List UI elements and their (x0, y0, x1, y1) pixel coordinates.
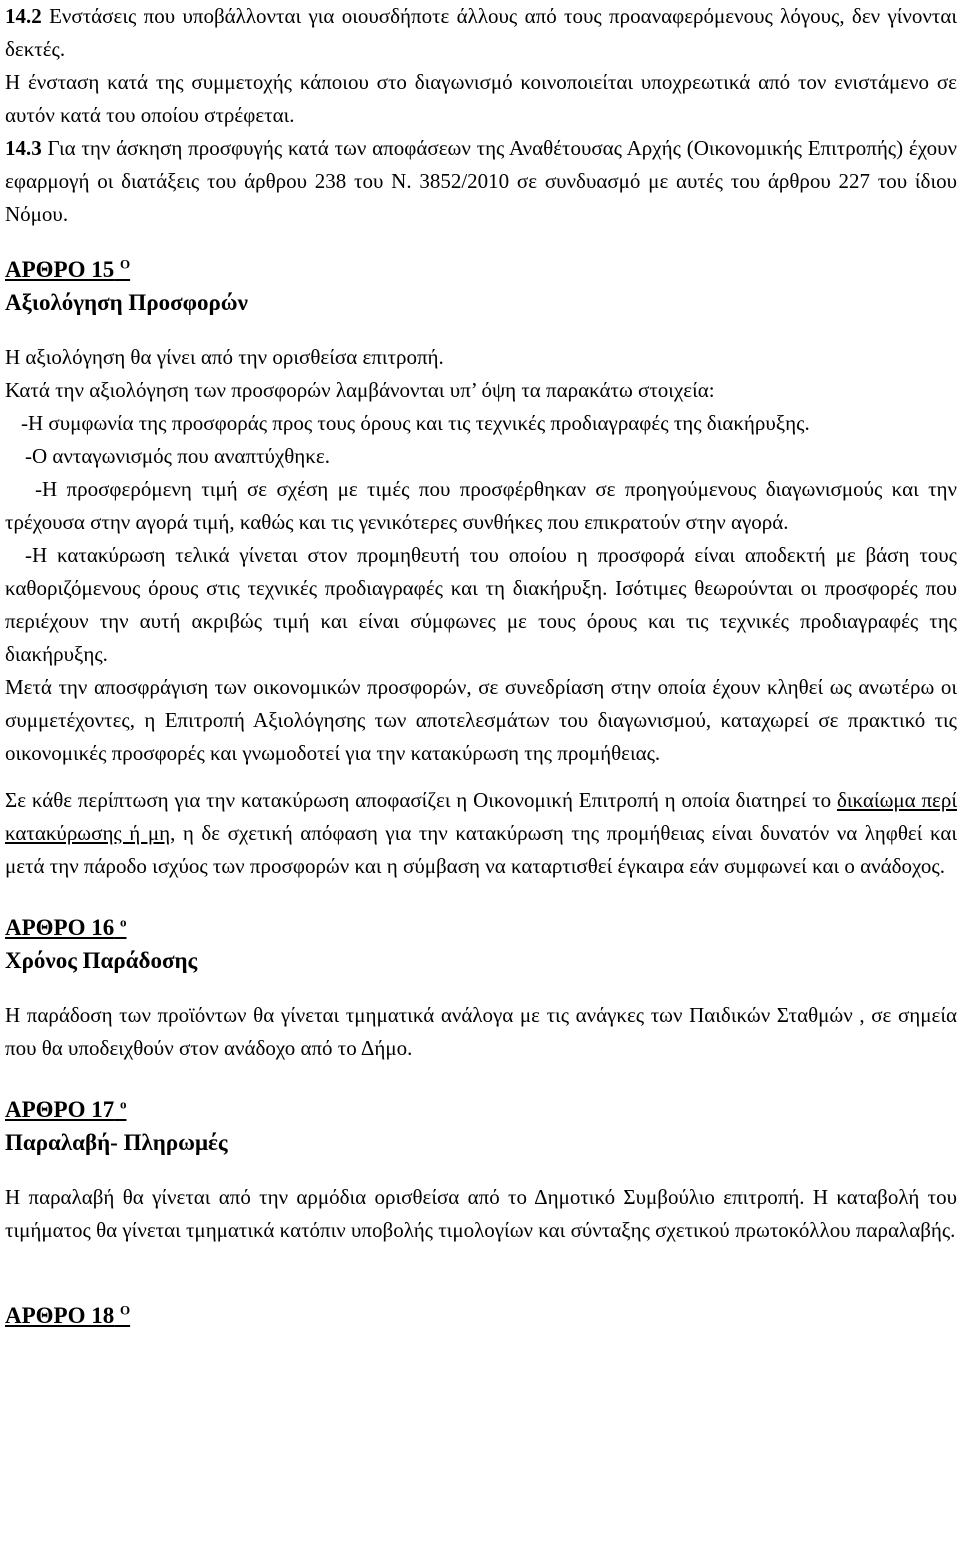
underlined-phrase: δικαίωμα περί κατακύρωσης ή μη (5, 788, 957, 845)
ordinal-sup: Ο (120, 256, 131, 272)
clause-text: Για την άσκηση προσφυγής κατά των αποφάσεων της Αναθέτουσας Αρχής (Οικονομικής Επιτροπής) έχουν εφαρμογή οι διατάξεις του άρθρου 238 του Ν. 3852/2010 σε συνδυασμό με αυτές του άρθρου 227 του ίδιου Νόμου. (5, 136, 957, 226)
criteria-item-1: -Η συμφωνία της προσφοράς προς τους όρους και τις τεχνικές προδιαγραφές της διακήρυξης. (21, 411, 810, 435)
clause-text: Ενστάσεις που υποβάλλονται για οιουσδήποτε άλλους από τους προαναφερόμενους λόγους, δεν γίνονται δεκτές. (5, 4, 957, 61)
article-16-heading (5, 911, 957, 944)
article-18-heading (5, 1299, 957, 1332)
article-15-p4: Σε κάθε περίπτωση για την κατακύρωση αποφασίζει η Οικονομική Επιτροπή η οποία διατηρεί το δικαίωμα περί κατακύρωσης ή μη, η δε σχετική απόφαση για την κατακύρωση της προμήθειας είναι δυνατόν να ληφθεί και μετά την πάροδο ισχύος των προσφορών και η σύμβαση να καταρτισθεί έγκαιρα εάν συμφωνεί και ο ανάδοχος. (5, 788, 957, 878)
article-17-p1: Η παραλαβή θα γίνεται από την αρμόδια ορισθείσα από το Δημοτικό Συμβούλιο επιτροπή. Η καταβολή του τιμήματος θα γίνεται τμηματικά κατόπιν υποβολής τιμολογίων και σύνταξης σχετικού πρωτοκόλλου παραλαβής. (5, 1185, 957, 1242)
article-heading-text: ΑΡΘΡΟ 16 $^o$ (5, 914, 127, 940)
paragraph-objection: Η ένσταση κατά της συμμετοχής κάποιου στο διαγωνισμό κοινοποιείται υποχρεωτικά από τον ενιστάμενο σε αυτόν κατά του οποίου στρέφεται. (5, 70, 957, 127)
article-heading-text: ΑΡΘΡΟ 17 $^o$ (5, 1096, 127, 1122)
criteria-item-2: -Ο ανταγωνισμός που αναπτύχθηκε. (25, 444, 330, 468)
article-15-subtitle: Αξιολόγηση Προσφορών (5, 290, 248, 315)
criteria-item-4: -Η κατακύρωση τελικά γίνεται στον προμηθευτή του οποίου η προσφορά είναι αποδεκτή με βάση τους καθοριζόμενους όρους στις τεχνικές προδιαγραφές και τη διακήρυξη. Ισότιμες θεωρούνται οι προσφορές που περιέχουν την αυτή ακριβώς τιμή και είναι σύμφωνες με τους όρους και τις τεχνικές προδιαγραφές της διακήρυξης. (5, 543, 957, 666)
ordinal-sup: Ο (120, 1302, 131, 1318)
ordinal-sup: ο (120, 1096, 127, 1112)
ordinal-sup: ο (120, 914, 127, 930)
clause-number: 14.3 (5, 136, 42, 160)
article-15-heading (5, 253, 957, 286)
article-heading-text: ΑΡΘΡΟ 15 $^O$ (5, 256, 131, 282)
article-15-p3: Μετά την αποσφράγιση των οικονομικών προσφορών, σε συνεδρίαση στην οποία έχουν κληθεί ως ανωτέρω οι συμμετέχοντες, η Επιτροπή Αξιολόγησης των αποτελεσμάτων του διαγωνισμού, καταχωρεί σε πρακτικό τις οικονομικές προσφορές και γνωμοδοτεί για την κατακύρωση της προμήθειας. (5, 675, 957, 765)
article-heading-text: ΑΡΘΡΟ 18 $^O$ (5, 1302, 131, 1328)
article-15-p2: Κατά την αξιολόγηση των προσφορών λαμβάνονται υπ’ όψη τα παρακάτω στοιχεία: (5, 378, 715, 402)
paragraph-14-3 (5, 132, 957, 231)
article-17-subtitle: Παραλαβή- Πληρωμές (5, 1130, 228, 1155)
criteria-item-3: -Η προσφερόμενη τιμή σε σχέση με τιμές που προσφέρθηκαν σε προηγούμενους διαγωνισμούς και την τρέχουσα στην αγορά τιμή, καθώς και τις γενικότερες συνθήκες που επικρατούν στην αγορά. (5, 477, 957, 534)
paragraph-14-2 (5, 0, 957, 66)
clause-number: 14.2 (5, 4, 42, 28)
article-16-p1: Η παράδοση των προϊόντων θα γίνεται τμηματικά ανάλογα με τις ανάγκες των Παιδικών Σταθμών , σε σημεία που θα υποδειχθούν στον ανάδοχο από το Δήμο. (5, 1003, 957, 1060)
article-17-heading (5, 1093, 957, 1126)
article-15-p1: Η αξιολόγηση θα γίνει από την ορισθείσα επιτροπή. (5, 345, 444, 369)
article-16-subtitle: Χρόνος Παράδοσης (5, 948, 198, 973)
